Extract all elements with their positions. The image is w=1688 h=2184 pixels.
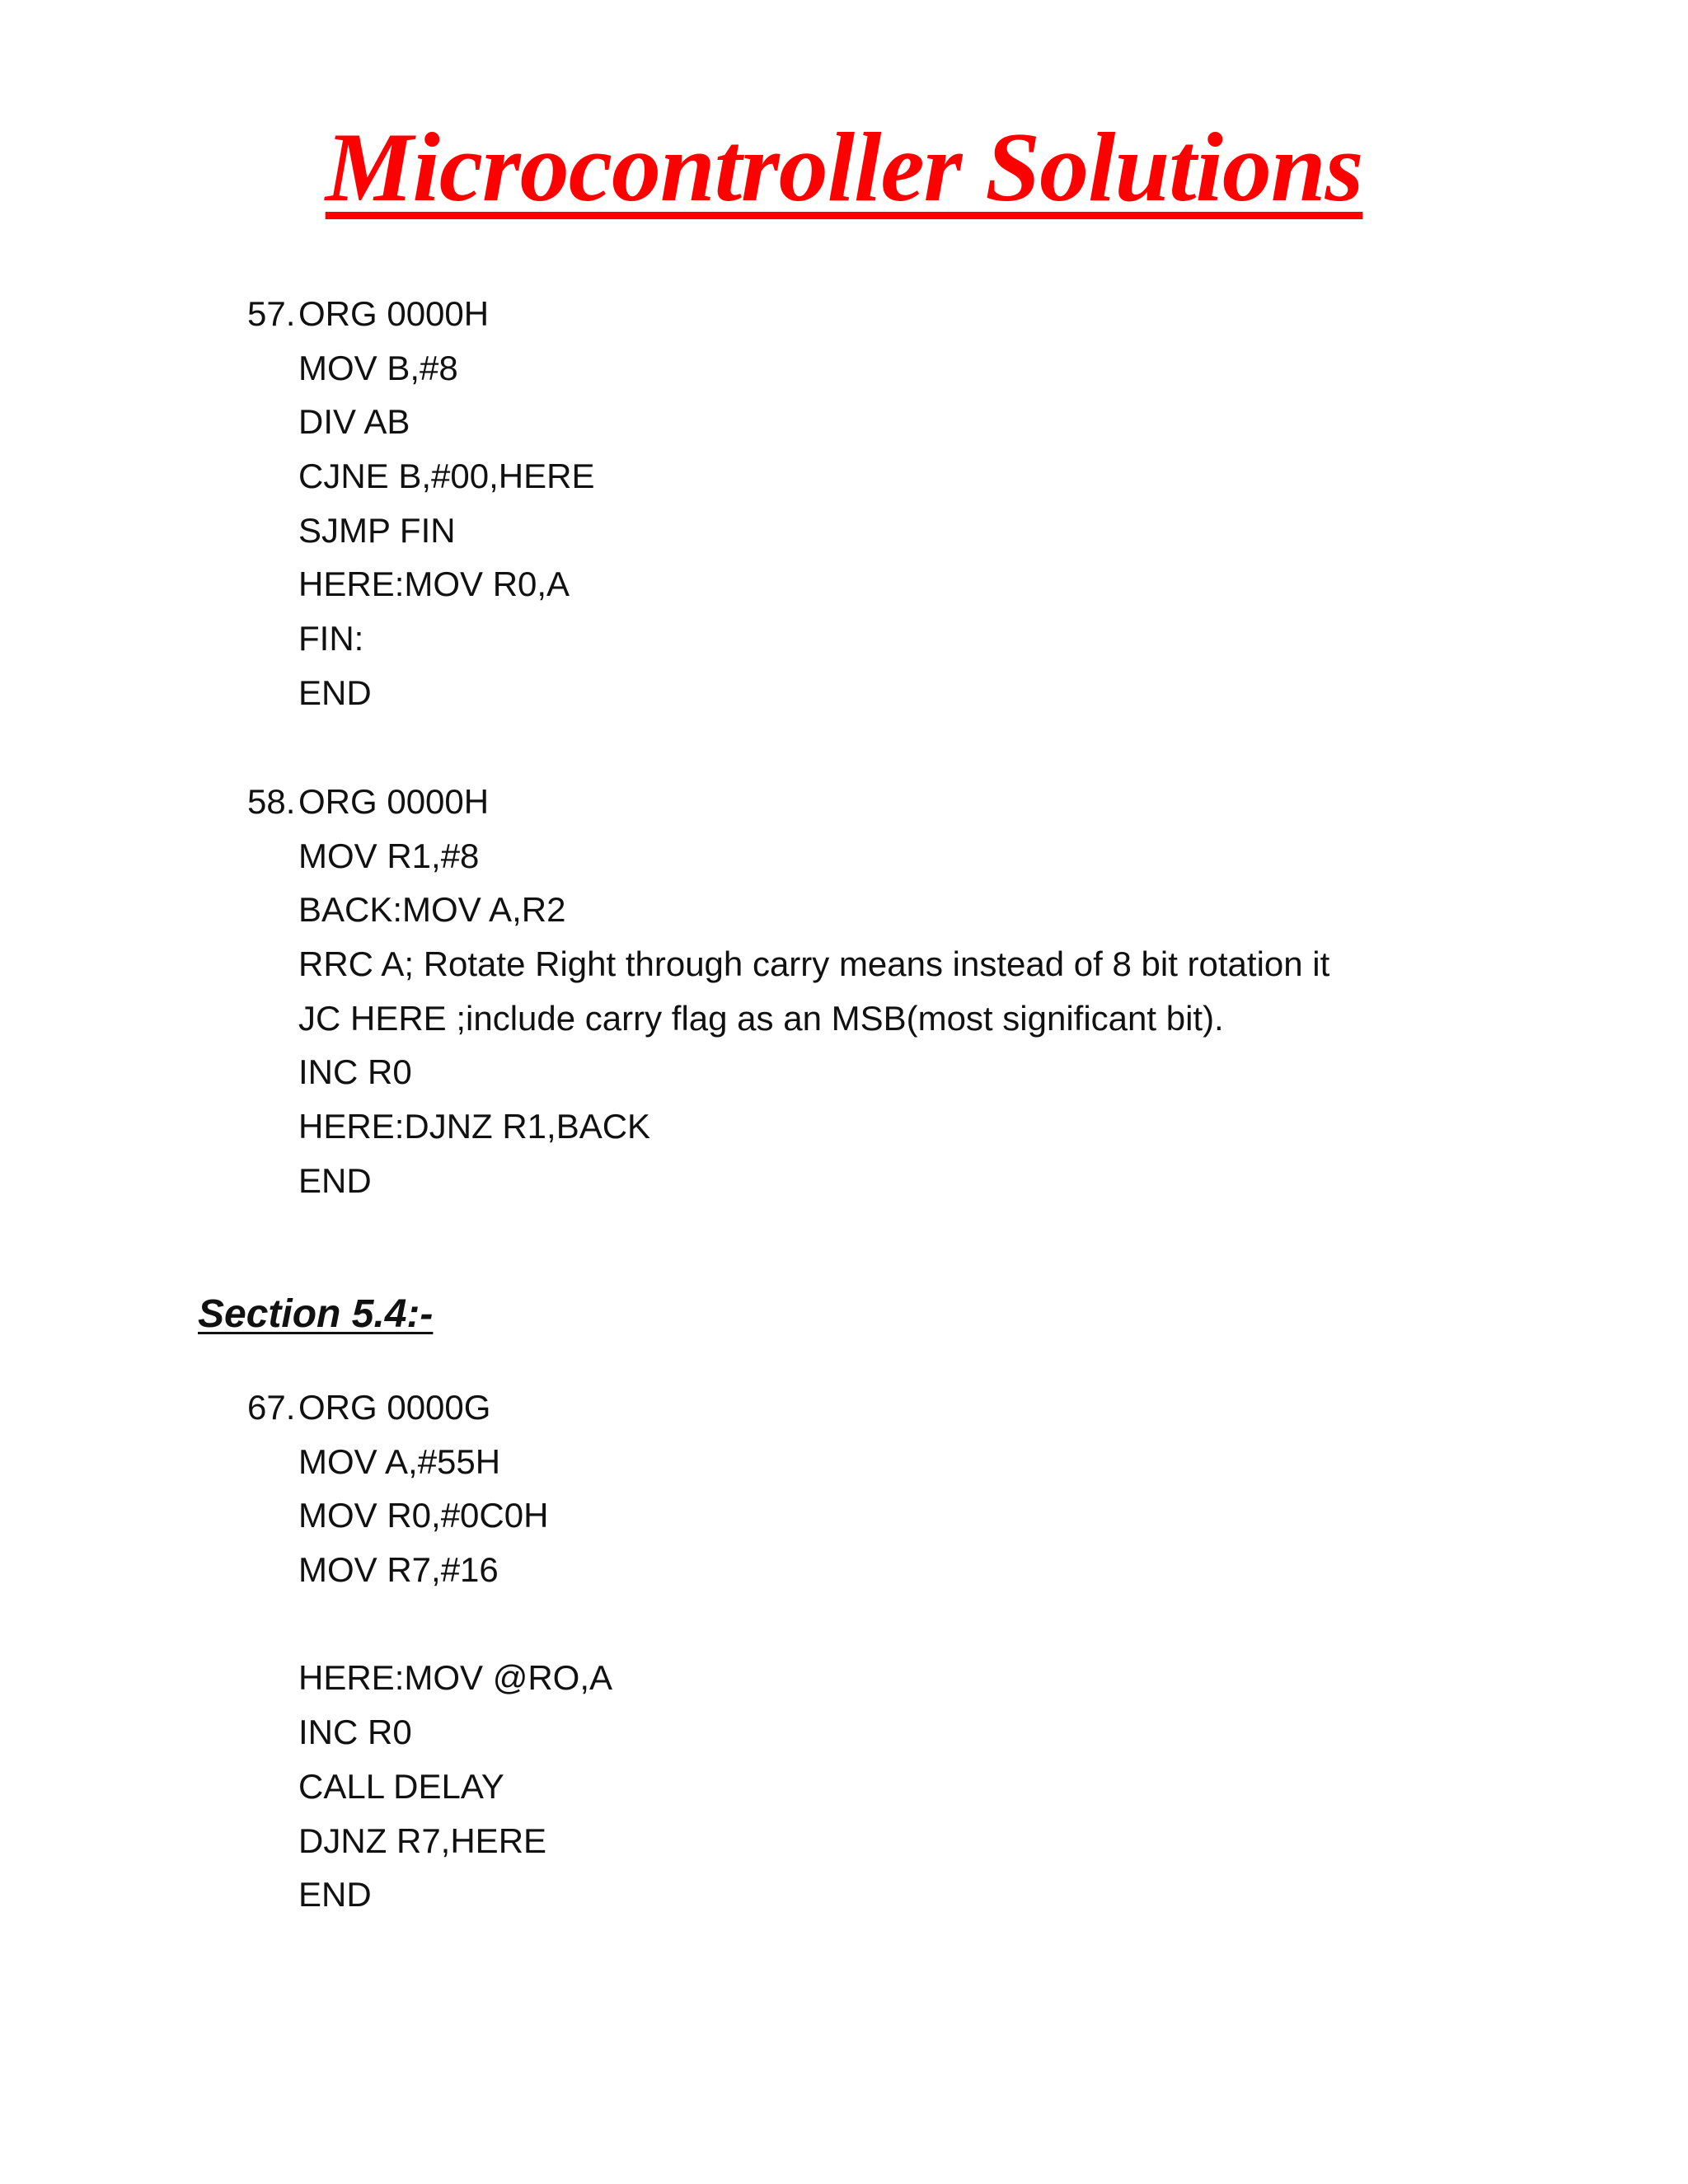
- code-line: CJNE B,#00,HERE: [298, 457, 595, 496]
- problem-number: 58.: [247, 782, 296, 821]
- code-line: DIV AB: [298, 402, 410, 442]
- blank-line: [247, 1597, 612, 1652]
- code-line: FIN:: [298, 619, 364, 658]
- code-line: MOV B,#8: [298, 348, 458, 387]
- code-line: END: [298, 1160, 372, 1200]
- code-block-67: [247, 1380, 612, 1922]
- code-line: DJNZ R7,HERE: [298, 1821, 547, 1860]
- code-block-58: [247, 775, 1329, 1208]
- section-heading: Section 5.4:-: [198, 1292, 434, 1336]
- code-line: SJMP FIN: [298, 510, 456, 550]
- code-line: CALL DELAY: [298, 1766, 504, 1806]
- code-line: HERE:DJNZ R1,BACK: [298, 1107, 651, 1146]
- page-title: Microcontroller Solutions: [325, 112, 1363, 222]
- code-line: MOV R7,#16: [298, 1550, 499, 1590]
- code-line: MOV A,#55H: [298, 1441, 501, 1481]
- code-line: HERE:MOV @RO,A: [298, 1658, 613, 1698]
- code-line: END: [298, 1875, 372, 1915]
- problem-number: 57.: [247, 294, 296, 333]
- code-line: MOV R0,#0C0H: [298, 1496, 549, 1535]
- code-line: RRC A; Rotate Right through carry means instead of 8 bit rotation it: [298, 944, 1330, 984]
- code-line: INC R0: [298, 1713, 412, 1752]
- code-line: MOV R1,#8: [298, 836, 480, 875]
- code-line: END: [298, 673, 372, 712]
- code-block-57: [247, 287, 594, 720]
- code-line: 58.ORG 0000H: [247, 775, 1329, 829]
- code-line: JC HERE ;include carry flag as an MSB(most significant bit).: [298, 998, 1224, 1038]
- code-line: 57.ORG 0000H: [247, 287, 594, 341]
- code-line: BACK:MOV A,R2: [298, 890, 566, 930]
- code-line: INC R0: [298, 1052, 412, 1092]
- code-line: 67.ORG 0000G: [247, 1380, 612, 1435]
- problem-number: 67.: [247, 1388, 296, 1427]
- code-line: HERE:MOV R0,A: [298, 565, 570, 604]
